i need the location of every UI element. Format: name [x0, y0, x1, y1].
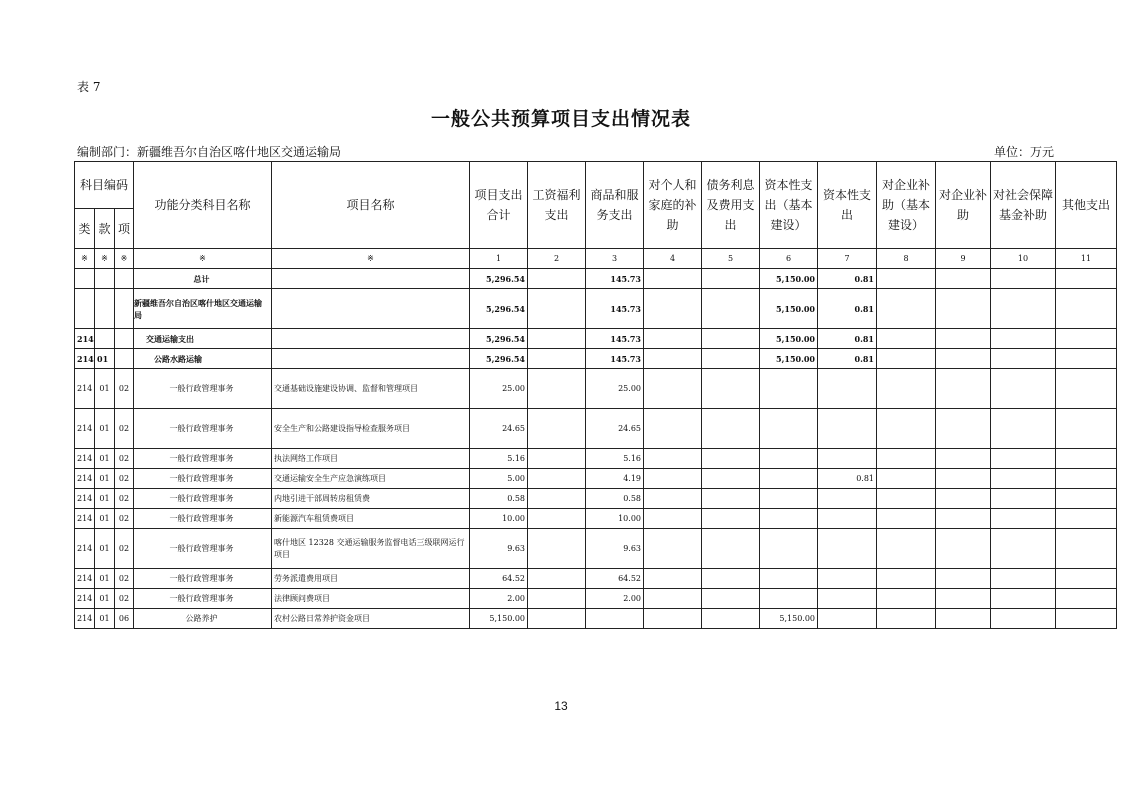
col-header: 对企业补助（基本建设） — [877, 162, 936, 249]
amount-cell: 5.16 — [470, 449, 528, 469]
amount-cell — [1056, 589, 1117, 609]
amount-cell — [877, 449, 936, 469]
lei-cell: 214 — [75, 569, 95, 589]
amount-cell — [702, 369, 760, 409]
lei-header: 类 — [75, 209, 95, 249]
amount-cell: 0.81 — [818, 329, 877, 349]
amount-cell — [936, 609, 991, 629]
amount-cell — [936, 449, 991, 469]
amount-cell — [818, 529, 877, 569]
amount-cell — [991, 329, 1056, 349]
amount-cell: 5,150.00 — [760, 609, 818, 629]
proj-name-cell — [272, 289, 470, 329]
xiang-cell: 02 — [115, 409, 134, 449]
amount-cell: 9.63 — [470, 529, 528, 569]
amount-cell: 0.58 — [586, 489, 644, 509]
amount-cell — [818, 589, 877, 609]
col-header: 资本性支出（基本建设） — [760, 162, 818, 249]
amount-cell — [877, 269, 936, 289]
amount-cell: 5,296.54 — [470, 349, 528, 369]
amount-cell — [644, 529, 702, 569]
xiang-cell — [115, 349, 134, 369]
index-cell: 4 — [644, 249, 702, 269]
amount-cell — [644, 369, 702, 409]
amount-cell — [528, 289, 586, 329]
amount-cell: 2.00 — [586, 589, 644, 609]
lei-cell: 214 — [75, 409, 95, 449]
amount-cell — [528, 469, 586, 489]
kuan-cell: 01 — [95, 369, 115, 409]
func-name-cell: 一般行政管理事务 — [134, 489, 272, 509]
header-row-1 — [75, 162, 1117, 209]
col-header: 债务利息及费用支出 — [702, 162, 760, 249]
func-name-cell: 总计 — [134, 269, 272, 289]
table-row — [75, 609, 1117, 629]
lei-cell — [75, 289, 95, 329]
amount-cell — [991, 569, 1056, 589]
amount-cell — [991, 369, 1056, 409]
func-name-cell: 公路养护 — [134, 609, 272, 629]
amount-cell — [877, 589, 936, 609]
amount-cell — [644, 609, 702, 629]
amount-cell — [877, 569, 936, 589]
amount-cell — [936, 409, 991, 449]
amount-cell — [936, 509, 991, 529]
index-row — [75, 249, 1117, 269]
xiang-cell: 02 — [115, 489, 134, 509]
amount-cell — [877, 469, 936, 489]
index-cell: 1 — [470, 249, 528, 269]
amount-cell: 0.81 — [818, 349, 877, 369]
amount-cell — [1056, 289, 1117, 329]
amount-cell — [991, 469, 1056, 489]
kuan-cell: 01 — [95, 469, 115, 489]
index-cell: ※ — [272, 249, 470, 269]
lei-cell: 214 — [75, 469, 95, 489]
proj-name-cell: 交通运输安全生产应急演练项目 — [272, 469, 470, 489]
amount-cell — [760, 509, 818, 529]
index-cell: ※ — [75, 249, 95, 269]
index-cell: 3 — [586, 249, 644, 269]
func-name-cell: 公路水路运输 — [134, 349, 272, 369]
amount-cell: 25.00 — [470, 369, 528, 409]
amount-cell — [644, 409, 702, 449]
lei-cell: 214 — [75, 489, 95, 509]
amount-cell: 5,296.54 — [470, 329, 528, 349]
amount-cell — [760, 449, 818, 469]
lei-cell: 214 — [75, 349, 95, 369]
amount-cell — [702, 529, 760, 569]
func-name-cell: 交通运输支出 — [134, 329, 272, 349]
kuan-cell: 01 — [95, 529, 115, 569]
amount-cell — [1056, 349, 1117, 369]
proj-name-cell: 内地引进干部周转房租赁费 — [272, 489, 470, 509]
xiang-cell: 06 — [115, 609, 134, 629]
table-row — [75, 269, 1117, 289]
amount-cell — [991, 489, 1056, 509]
amount-cell — [818, 489, 877, 509]
xiang-cell: 02 — [115, 469, 134, 489]
amount-cell — [818, 449, 877, 469]
amount-cell: 145.73 — [586, 329, 644, 349]
amount-cell — [760, 569, 818, 589]
lei-cell: 214 — [75, 449, 95, 469]
amount-cell — [528, 489, 586, 509]
amount-cell — [877, 409, 936, 449]
amount-cell: 9.63 — [586, 529, 644, 569]
amount-cell — [877, 349, 936, 369]
table-row — [75, 369, 1117, 409]
amount-cell — [991, 449, 1056, 469]
amount-cell — [702, 589, 760, 609]
proj-name-cell: 法律顾问费项目 — [272, 589, 470, 609]
amount-cell: 5,150.00 — [760, 349, 818, 369]
func-name-cell: 一般行政管理事务 — [134, 589, 272, 609]
kuan-cell: 01 — [95, 409, 115, 449]
amount-cell — [1056, 269, 1117, 289]
amount-cell — [991, 289, 1056, 329]
amount-cell — [877, 489, 936, 509]
amount-cell — [1056, 489, 1117, 509]
amount-cell — [702, 609, 760, 629]
col-header: 对个人和家庭的补助 — [644, 162, 702, 249]
xiang-cell: 02 — [115, 529, 134, 569]
kuan-header: 款 — [95, 209, 115, 249]
amount-cell — [936, 289, 991, 329]
func-name-cell: 一般行政管理事务 — [134, 569, 272, 589]
lei-cell: 214 — [75, 509, 95, 529]
amount-cell: 5,150.00 — [470, 609, 528, 629]
amount-cell — [760, 589, 818, 609]
kuan-cell: 01 — [95, 569, 115, 589]
index-cell: 9 — [936, 249, 991, 269]
kuan-cell: 01 — [95, 449, 115, 469]
amount-cell — [1056, 529, 1117, 569]
xiang-cell — [115, 289, 134, 329]
subject-code-header: 科目编码 — [75, 162, 134, 209]
table-row — [75, 469, 1117, 489]
col-header: 对企业补助 — [936, 162, 991, 249]
table-row — [75, 489, 1117, 509]
xiang-cell: 02 — [115, 569, 134, 589]
xiang-cell: 02 — [115, 369, 134, 409]
table-number: 表 7 — [77, 80, 101, 94]
kuan-cell: 01 — [95, 609, 115, 629]
amount-cell — [760, 369, 818, 409]
amount-cell — [702, 469, 760, 489]
amount-cell — [991, 609, 1056, 629]
amount-cell — [1056, 509, 1117, 529]
index-cell: ※ — [115, 249, 134, 269]
table-row — [75, 449, 1117, 469]
amount-cell — [936, 569, 991, 589]
kuan-cell: 01 — [95, 349, 115, 369]
amount-cell — [936, 529, 991, 569]
amount-cell — [1056, 449, 1117, 469]
kuan-cell — [95, 269, 115, 289]
index-cell: ※ — [95, 249, 115, 269]
amount-cell — [528, 349, 586, 369]
amount-cell — [760, 489, 818, 509]
proj-name-cell: 农村公路日常养护资金项目 — [272, 609, 470, 629]
index-cell: ※ — [134, 249, 272, 269]
func-name-cell: 一般行政管理事务 — [134, 449, 272, 469]
amount-cell — [818, 409, 877, 449]
lei-cell: 214 — [75, 369, 95, 409]
amount-cell — [760, 409, 818, 449]
amount-cell: 5,296.54 — [470, 289, 528, 329]
amount-cell — [991, 529, 1056, 569]
kuan-cell — [95, 329, 115, 349]
func-name-cell: 一般行政管理事务 — [134, 509, 272, 529]
amount-cell: 0.58 — [470, 489, 528, 509]
amount-cell: 10.00 — [470, 509, 528, 529]
amount-cell: 0.81 — [818, 269, 877, 289]
page-title: 一般公共预算项目支出情况表 — [430, 108, 691, 130]
col-header: 对社会保障基金补助 — [991, 162, 1056, 249]
amount-cell — [644, 509, 702, 529]
col-header: 资本性支出 — [818, 162, 877, 249]
xiang-cell — [115, 329, 134, 349]
amount-cell — [1056, 469, 1117, 489]
amount-cell — [936, 589, 991, 609]
amount-cell: 5,296.54 — [470, 269, 528, 289]
table-row — [75, 409, 1117, 449]
amount-cell — [818, 369, 877, 409]
func-name-cell: 一般行政管理事务 — [134, 409, 272, 449]
amount-cell — [644, 589, 702, 609]
amount-cell — [760, 469, 818, 489]
amount-cell — [644, 329, 702, 349]
amount-cell: 5.00 — [470, 469, 528, 489]
xiang-cell: 02 — [115, 449, 134, 469]
index-cell: 7 — [818, 249, 877, 269]
amount-cell: 4.19 — [586, 469, 644, 489]
amount-cell — [936, 329, 991, 349]
lei-cell: 214 — [75, 329, 95, 349]
table-row — [75, 349, 1117, 369]
amount-cell — [702, 509, 760, 529]
lei-cell — [75, 269, 95, 289]
amount-cell — [702, 289, 760, 329]
table-body — [75, 269, 1117, 629]
amount-cell — [1056, 329, 1117, 349]
func-name-cell: 一般行政管理事务 — [134, 529, 272, 569]
proj-name-cell — [272, 349, 470, 369]
proj-name-cell: 交通基础设施建设协调、监督和管理项目 — [272, 369, 470, 409]
amount-cell: 145.73 — [586, 289, 644, 329]
amount-cell — [877, 329, 936, 349]
amount-cell — [991, 269, 1056, 289]
amount-cell — [528, 509, 586, 529]
lei-cell: 214 — [75, 589, 95, 609]
amount-cell — [702, 489, 760, 509]
proj-name-cell: 安全生产和公路建设指导检查服务项目 — [272, 409, 470, 449]
col-header: 项目支出合计 — [470, 162, 528, 249]
amount-cell — [528, 449, 586, 469]
project-expenditure-table — [74, 161, 1117, 629]
index-cell: 2 — [528, 249, 586, 269]
amount-cell: 2.00 — [470, 589, 528, 609]
amount-cell — [1056, 609, 1117, 629]
table-row — [75, 329, 1117, 349]
func-name-cell: 一般行政管理事务 — [134, 369, 272, 409]
kuan-cell: 01 — [95, 589, 115, 609]
amount-cell: 24.65 — [470, 409, 528, 449]
amount-cell: 5.16 — [586, 449, 644, 469]
col-header: 其他支出 — [1056, 162, 1117, 249]
amount-cell — [991, 409, 1056, 449]
table-row — [75, 589, 1117, 609]
amount-cell — [586, 609, 644, 629]
amount-cell — [1056, 409, 1117, 449]
amount-cell — [877, 529, 936, 569]
amount-cell — [702, 329, 760, 349]
table-row — [75, 289, 1117, 329]
amount-cell: 25.00 — [586, 369, 644, 409]
kuan-cell: 01 — [95, 509, 115, 529]
unit-label: 单位：万元 — [993, 145, 1054, 159]
amount-cell — [936, 369, 991, 409]
amount-cell — [877, 509, 936, 529]
amount-cell — [528, 269, 586, 289]
amount-cell — [702, 569, 760, 589]
amount-cell — [644, 569, 702, 589]
amount-cell — [644, 489, 702, 509]
amount-cell — [644, 289, 702, 329]
department-label: 编制部门：新疆维吾尔自治区喀什地区交通运输局 — [77, 145, 342, 159]
amount-cell — [644, 349, 702, 369]
proj-name-cell: 新能源汽车租赁费项目 — [272, 509, 470, 529]
amount-cell — [528, 589, 586, 609]
table-row — [75, 509, 1117, 529]
index-cell: 5 — [702, 249, 760, 269]
amount-cell — [936, 489, 991, 509]
index-cell: 10 — [991, 249, 1056, 269]
index-cell: 11 — [1056, 249, 1117, 269]
amount-cell — [991, 349, 1056, 369]
amount-cell: 5,150.00 — [760, 329, 818, 349]
amount-cell — [818, 609, 877, 629]
amount-cell — [702, 349, 760, 369]
amount-cell — [877, 609, 936, 629]
amount-cell — [702, 409, 760, 449]
index-cell: 8 — [877, 249, 936, 269]
amount-cell — [991, 509, 1056, 529]
amount-cell — [760, 529, 818, 569]
amount-cell — [818, 569, 877, 589]
table-row — [75, 529, 1117, 569]
amount-cell — [644, 269, 702, 289]
amount-cell — [1056, 369, 1117, 409]
index-cell: 6 — [760, 249, 818, 269]
amount-cell: 145.73 — [586, 349, 644, 369]
proj-name-cell — [272, 329, 470, 349]
xiang-cell: 02 — [115, 509, 134, 529]
amount-cell: 10.00 — [586, 509, 644, 529]
amount-cell — [528, 529, 586, 569]
col-header: 工资福利支出 — [528, 162, 586, 249]
proj-name-header: 项目名称 — [272, 162, 470, 249]
table-row — [75, 569, 1117, 589]
kuan-cell — [95, 289, 115, 329]
amount-cell — [877, 289, 936, 329]
amount-cell — [528, 369, 586, 409]
amount-cell — [936, 349, 991, 369]
xiang-cell: 02 — [115, 589, 134, 609]
amount-cell — [877, 369, 936, 409]
amount-cell — [528, 569, 586, 589]
amount-cell: 0.81 — [818, 289, 877, 329]
proj-name-cell: 劳务派遣费用项目 — [272, 569, 470, 589]
amount-cell — [818, 509, 877, 529]
amount-cell: 145.73 — [586, 269, 644, 289]
amount-cell: 24.65 — [586, 409, 644, 449]
amount-cell: 5,150.00 — [760, 289, 818, 329]
amount-cell — [936, 469, 991, 489]
amount-cell — [528, 329, 586, 349]
xiang-header: 项 — [115, 209, 134, 249]
xiang-cell — [115, 269, 134, 289]
proj-name-cell: 执法网络工作项目 — [272, 449, 470, 469]
amount-cell: 64.52 — [586, 569, 644, 589]
amount-cell — [644, 469, 702, 489]
amount-cell: 0.81 — [818, 469, 877, 489]
amount-cell — [936, 269, 991, 289]
amount-cell — [528, 409, 586, 449]
amount-cell — [528, 609, 586, 629]
amount-cell — [991, 589, 1056, 609]
amount-cell — [1056, 569, 1117, 589]
proj-name-cell: 喀什地区 12328 交通运输服务监督电话三级联网运行项目 — [272, 529, 470, 569]
func-name-header: 功能分类科目名称 — [134, 162, 272, 249]
kuan-cell: 01 — [95, 489, 115, 509]
amount-cell — [702, 449, 760, 469]
amount-cell: 5,150.00 — [760, 269, 818, 289]
page-number: 13 — [554, 699, 568, 713]
func-name-cell: 一般行政管理事务 — [134, 469, 272, 489]
amount-cell: 64.52 — [470, 569, 528, 589]
amount-cell — [644, 449, 702, 469]
func-name-cell: 新疆维吾尔自治区喀什地区交通运输局 — [134, 289, 272, 329]
amount-cell — [702, 269, 760, 289]
proj-name-cell — [272, 269, 470, 289]
col-header: 商品和服务支出 — [586, 162, 644, 249]
lei-cell: 214 — [75, 529, 95, 569]
lei-cell: 214 — [75, 609, 95, 629]
